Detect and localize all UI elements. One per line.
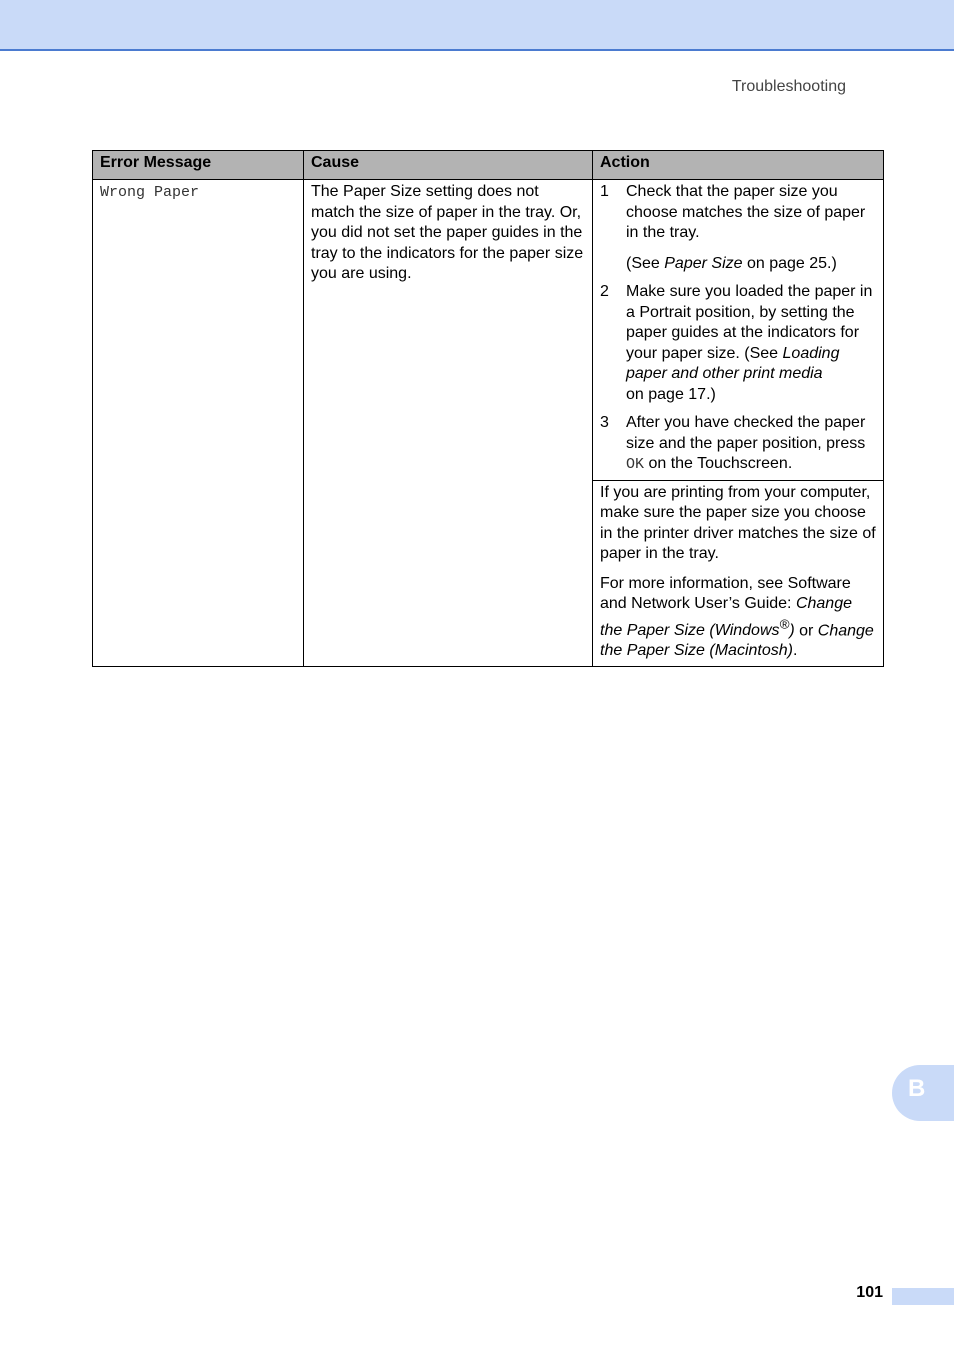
step-text: Check that the paper size you choose matches the size of paper in the tray. bbox=[626, 183, 866, 241]
chapter-tab-letter: B bbox=[908, 1075, 926, 1102]
step-number: 3 bbox=[600, 414, 609, 431]
column-header-error-message: Error Message bbox=[93, 151, 304, 180]
column-header-cause: Cause bbox=[304, 151, 593, 180]
action-step-1 bbox=[600, 182, 876, 274]
more-info-paragraph: For more information, see Software and Network User’s Guide: Change the Paper Size (Windows®) or Change the Paper Size (Macintosh). bbox=[600, 574, 874, 660]
action-steps-cell bbox=[593, 180, 884, 481]
troubleshooting-table bbox=[92, 150, 884, 667]
column-header-action: Action bbox=[593, 151, 884, 180]
table-row bbox=[93, 180, 884, 481]
step-number: 2 bbox=[600, 283, 609, 300]
header-band bbox=[0, 0, 954, 51]
error-message-text: Wrong Paper bbox=[100, 184, 200, 201]
action-step-2 bbox=[600, 282, 876, 405]
step-text: Make sure you loaded the paper in a Portrait position, by setting the paper guides at the indicators for your paper size. (See Loading paper and other print media on page 17.) bbox=[626, 283, 873, 403]
windows-guide-reference: Change the Paper Size (Windows®) bbox=[600, 595, 852, 639]
loading-paper-reference: Loading paper and other print media bbox=[626, 344, 840, 382]
cause-text: The Paper Size setting does not match the size of paper in the tray. Or, you did not set the paper guides in the tray to the indicators for the paper size you are using. bbox=[311, 183, 584, 282]
running-title: Troubleshooting bbox=[731, 78, 846, 95]
action-computer-cell bbox=[593, 480, 884, 666]
ok-key: OK bbox=[626, 456, 645, 473]
step-text: After you have checked the paper size and the paper position, press OK on the Touchscreen. bbox=[626, 414, 866, 473]
step-number: 1 bbox=[600, 183, 609, 200]
step-note: (See Paper Size on page 25.) bbox=[626, 254, 837, 272]
error-message-cell bbox=[93, 180, 304, 667]
paper-size-reference: Paper Size bbox=[664, 254, 743, 272]
table-header-row bbox=[93, 151, 884, 180]
macintosh-guide-reference: Change the Paper Size (Macintosh) bbox=[600, 621, 874, 660]
computer-paragraph: If you are printing from your computer, make sure the paper size you choose in the printer driver matches the size of paper in the tray. bbox=[600, 483, 876, 562]
cause-cell bbox=[304, 180, 593, 667]
action-step-3 bbox=[600, 413, 876, 476]
page-number: 101 bbox=[856, 1284, 883, 1301]
footer-bar bbox=[892, 1288, 954, 1305]
